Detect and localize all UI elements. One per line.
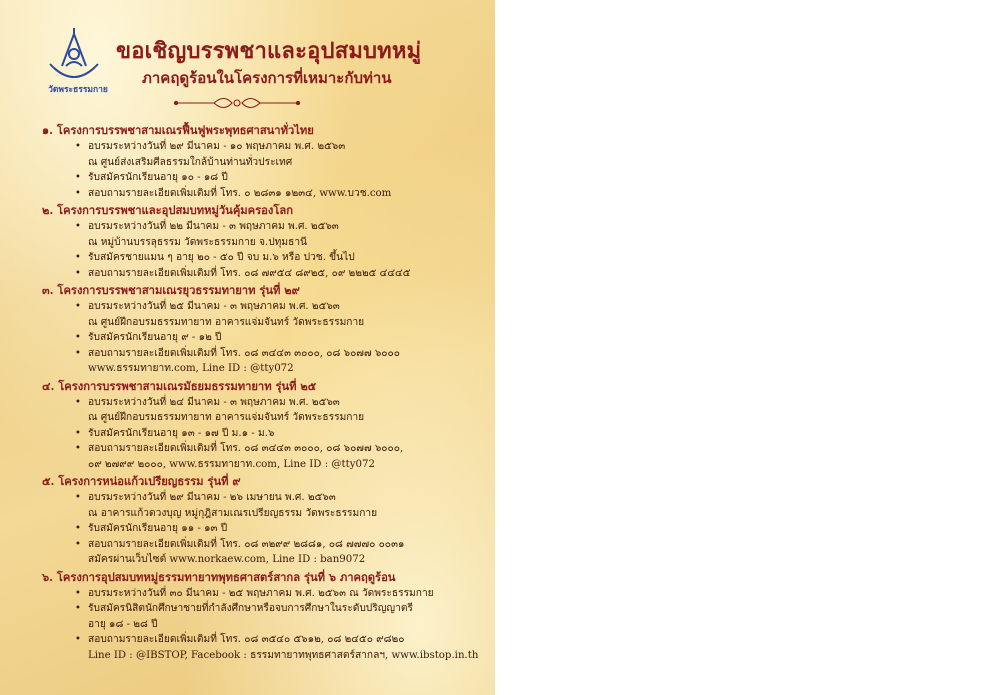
detail-item bbox=[42, 346, 482, 377]
detail-text: รับสมัครนักเรียนอายุ ๙ - ๑๒ ปี bbox=[88, 332, 222, 343]
detail-text: ณ อาคารแก้วดวงบุญ หมู่กุฎิสามเณรเปรียญธรรม วัดพระธรรมกาย bbox=[88, 507, 378, 519]
bullet-icon: • bbox=[75, 603, 81, 614]
detail-item bbox=[42, 632, 482, 663]
detail-text: สอบถามรายละเอียดเพิ่มเติมที่ โทร. ๐ ๒๘๓๑ ๑๒๓๔, www.บวช.com bbox=[88, 187, 392, 199]
bullet-icon: • bbox=[75, 492, 81, 503]
detail-item bbox=[42, 521, 482, 537]
program-details bbox=[42, 299, 482, 377]
detail-item bbox=[42, 186, 482, 202]
detail-text: สอบถามรายละเอียดเพิ่มเติมที่ โทร. ๐๘ ๗๙๕๔ ๘๙๒๕, ๐๙ ๒๒๒๕ ๔๔๔๕ bbox=[88, 267, 411, 279]
detail-item bbox=[42, 219, 482, 250]
detail-text: สอบถามรายละเอียดเพิ่มเติมที่ โทร. ๐๘ ๓๕๔๐ ๕๖๑๒, ๐๘ ๒๔๕๐ ๙๘๒๐ bbox=[88, 634, 405, 645]
bullet-icon: • bbox=[75, 443, 81, 454]
program-section bbox=[42, 202, 482, 281]
detail-item bbox=[42, 537, 482, 568]
bullet-icon: • bbox=[75, 267, 81, 279]
detail-text: Line ID : @IBSTOP, Facebook : ธรรมทายาทพุทธศาสตร์สากลฯ, www.ibstop.in.th bbox=[88, 649, 479, 661]
detail-item bbox=[42, 586, 482, 602]
bullet-icon: • bbox=[75, 523, 81, 534]
bullet-icon: • bbox=[75, 301, 81, 312]
detail-text: ณ ศูนย์ฝึกอบรมธรรมทายาท อาคารแจ่มจันทร์ วัดพระธรรมกาย bbox=[88, 412, 365, 423]
detail-text: ๐๙ ๒๗๙๙ ๒๐๐๐, www.ธรรมทายาท.com, Line ID : @tty072 bbox=[88, 458, 375, 470]
detail-text: ณ หมู่บ้านบรรลุธรรม วัดพระธรรมกาย จ.ปทุมธานี bbox=[88, 236, 308, 248]
program-title: ๕. โครงการหน่อแก้วเปรียญธรรม รุ่นที่ ๙ bbox=[42, 474, 241, 488]
bullet-icon: • bbox=[75, 634, 81, 645]
detail-text: อบรมระหว่างวันที่ ๒๙ มีนาคม - ๑๐ พฤษภาคม พ.ศ. ๒๕๖๓ bbox=[88, 141, 346, 152]
bullet-icon: • bbox=[75, 427, 81, 439]
detail-text: ณ ศูนย์ฝึกอบรมธรรมทายาท อาคารแจ่มจันทร์ วัดพระธรรมกาย bbox=[88, 316, 365, 328]
bullet-icon: • bbox=[75, 187, 81, 199]
detail-item bbox=[42, 170, 482, 186]
detail-text: อบรมระหว่างวันที่ ๒๒ มีนาคม - ๓ พฤษภาคม พ.ศ. ๒๕๖๓ bbox=[88, 221, 339, 232]
program-details bbox=[42, 139, 482, 201]
detail-text: สอบถามรายละเอียดเพิ่มเติมที่ โทร. ๐๘ ๓๔๔๓ ๓๐๐๐, ๐๘ ๖๐๗๗ ๖๐๐๐, bbox=[88, 443, 404, 454]
detail-item bbox=[42, 441, 482, 472]
detail-text: สมัครผ่านเว็บไซต์ www.norkaew.com, Line ID : ban9072 bbox=[88, 554, 366, 565]
program-details bbox=[42, 219, 482, 281]
bullet-icon: • bbox=[75, 332, 81, 343]
program-section bbox=[42, 473, 482, 568]
detail-text: รับสมัครนักเรียนอายุ ๑๐ - ๑๘ ปี bbox=[88, 172, 228, 183]
divider-ornament bbox=[172, 94, 302, 112]
detail-item bbox=[42, 426, 482, 442]
detail-item bbox=[42, 601, 482, 632]
bullet-icon: • bbox=[75, 252, 81, 263]
program-title: ๓. โครงการบรรพชาสามเณรยุวธรรมทายาท รุ่นที่ ๒๙ bbox=[42, 283, 300, 297]
detail-item bbox=[42, 266, 482, 282]
program-list bbox=[42, 122, 482, 664]
poster bbox=[0, 0, 495, 695]
detail-text: รับสมัครชายแมน ๆ อายุ ๒๐ - ๕๐ ปี จบ ม.๖ หรือ ปวช. ขึ้นไป bbox=[88, 252, 355, 263]
bullet-icon: • bbox=[75, 141, 81, 152]
detail-item bbox=[42, 139, 482, 170]
detail-text: รับสมัครนิสิตนักศึกษาชายที่กำลังศึกษาหรือจบการศึกษาในระดับปริญญาตรี bbox=[88, 603, 413, 614]
program-title: ๑. โครงการบรรพชาสามเณรฟื้นฟูพระพุทธศาสนาทั่วไทย bbox=[42, 123, 314, 137]
program-section bbox=[42, 569, 482, 664]
bullet-icon: • bbox=[75, 347, 81, 359]
logo-caption: วัดพระธรรมกาย bbox=[48, 85, 108, 95]
detail-item bbox=[42, 299, 482, 330]
program-title: ๖. โครงการอุปสมบทหมู่ธรรมทายาทพุทธศาสตร์สากล รุ่นที่ ๖ ภาคฤดูร้อน bbox=[42, 569, 396, 584]
program-section bbox=[42, 122, 482, 201]
detail-text: รับสมัครนักเรียนอายุ ๑๓ - ๑๗ ปี ม.๑ - ม.๖ bbox=[88, 427, 275, 439]
bullet-icon: • bbox=[75, 396, 81, 408]
program-title: ๔. โครงการบรรพชาสามเณรมัธยมธรรมทายาท รุ่นที่ ๒๕ bbox=[42, 378, 317, 393]
detail-text: www.ธรรมทายาท.com, Line ID : @tty072 bbox=[88, 363, 294, 374]
bullet-icon: • bbox=[75, 538, 81, 550]
program-title: ๒. โครงการบรรพชาและอุปสมบทหมู่วันคุ้มครองโลก bbox=[42, 203, 293, 217]
detail-item bbox=[42, 330, 482, 346]
program-details bbox=[42, 395, 482, 473]
program-details bbox=[42, 586, 482, 664]
bullet-icon: • bbox=[75, 172, 81, 183]
page-subtitle: ภาคฤดูร้อนในโครงการที่เหมาะกับท่าน bbox=[142, 69, 392, 87]
detail-text: รับสมัครนักเรียนอายุ ๑๑ - ๑๓ ปี bbox=[88, 523, 228, 534]
detail-text: อบรมระหว่างวันที่ ๒๔ มีนาคม - ๓ พฤษภาคม พ.ศ. ๒๕๖๓ bbox=[88, 396, 340, 408]
detail-text: สอบถามรายละเอียดเพิ่มเติมที่ โทร. ๐๘ ๓๒๙๙ ๒๘๘๑, ๐๘ ๗๗๗๐ ๐๐๓๑ bbox=[88, 538, 405, 550]
detail-item bbox=[42, 250, 482, 266]
detail-text: อบรมระหว่างวันที่ ๒๙ มีนาคม - ๒๖ เมษายน พ.ศ. ๒๕๖๓ bbox=[88, 492, 336, 503]
bullet-icon: • bbox=[75, 221, 81, 232]
program-details bbox=[42, 490, 482, 568]
detail-text: ณ ศูนย์ส่งเสริมศีลธรรมใกล้บ้านท่านทั่วประเทศ bbox=[88, 156, 293, 168]
detail-item bbox=[42, 490, 482, 521]
detail-text: อบรมระหว่างวันที่ ๒๕ มีนาคม - ๓ พฤษภาคม พ.ศ. ๒๕๖๓ bbox=[88, 301, 340, 312]
detail-text: สอบถามรายละเอียดเพิ่มเติมที่ โทร. ๐๘ ๓๔๔๓ ๓๐๐๐, ๐๘ ๖๐๗๗ ๖๐๐๐ bbox=[88, 347, 400, 359]
detail-item bbox=[42, 395, 482, 426]
program-section bbox=[42, 282, 482, 377]
program-section bbox=[42, 378, 482, 473]
detail-text: อายุ ๑๘ - ๒๘ ปี bbox=[88, 618, 158, 630]
detail-text: อบรมระหว่างวันที่ ๓๐ มีนาคม - ๒๕ พฤษภาคม พ.ศ. ๒๕๖๓ ณ วัดพระธรรมกาย bbox=[88, 587, 434, 599]
bullet-icon: • bbox=[75, 587, 81, 599]
page-title: ขอเชิญบรรพชาและอุปสมบทหมู่ bbox=[116, 38, 422, 64]
